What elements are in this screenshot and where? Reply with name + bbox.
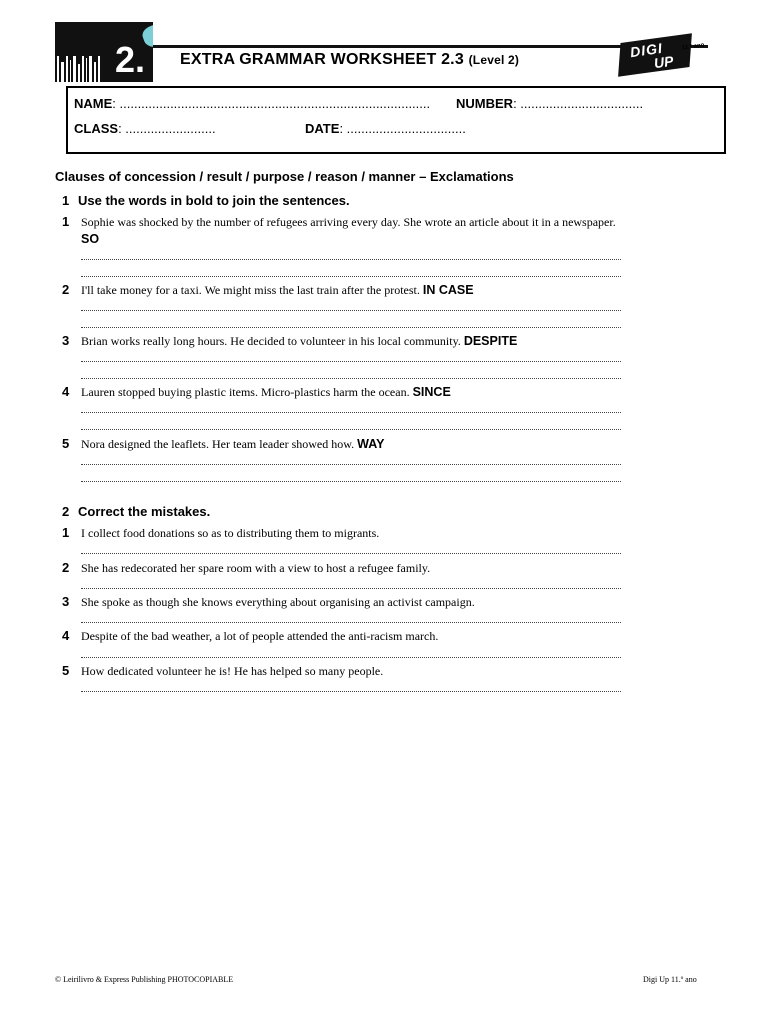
answer-line[interactable] [81, 276, 621, 277]
number-field[interactable]: NUMBER: .................................. [456, 96, 644, 111]
level-text: (Level 2) [468, 53, 520, 67]
exercise-2-instruction: Correct the mistakes. [78, 504, 211, 519]
class-field[interactable]: CLASS: ......................... [74, 121, 216, 136]
keyword: IN CASE [422, 283, 474, 297]
copyright-footer: © Leirilivro & Express Publishing PHOTOCOPIABLE [55, 975, 234, 984]
logo-grade: 11.º ano [681, 42, 705, 52]
name-field[interactable]: NAME: ...................................................................................... [74, 96, 431, 111]
answer-line[interactable] [81, 622, 621, 623]
title-text: EXTRA GRAMMAR WORKSHEET 2.3 [180, 51, 464, 68]
exercise-1-heading: 1 Use the words in bold to join the sentences. [62, 193, 350, 208]
keyword: SINCE [412, 385, 451, 399]
answer-line[interactable] [81, 310, 621, 311]
barcode-icon [55, 54, 105, 82]
class-label: CLASS [74, 121, 119, 136]
logo-text-digi: DIGI [629, 39, 664, 61]
topic-heading: Clauses of concession / result / purpose / reason / manner – Exclamations [55, 169, 514, 184]
answer-line[interactable] [81, 553, 621, 554]
answer-line[interactable] [81, 361, 621, 362]
answer-line[interactable] [81, 327, 621, 328]
unit-number: 2. [115, 39, 146, 80]
answer-line[interactable] [81, 429, 621, 430]
digi-up-logo [620, 38, 712, 72]
student-info-box [66, 86, 726, 154]
exercise-1-instruction: Use the words in bold to join the sentences. [78, 193, 350, 208]
number-label: NUMBER [456, 96, 514, 111]
keyword: SO [81, 232, 100, 246]
exercise-2-heading: 2 Correct the mistakes. [62, 504, 211, 519]
answer-line[interactable] [81, 657, 621, 658]
keyword: WAY [357, 437, 385, 451]
date-label: DATE [305, 121, 340, 136]
date-field[interactable]: DATE: ................................. [305, 121, 466, 136]
name-label: NAME [74, 96, 113, 111]
answer-line[interactable] [81, 481, 621, 482]
unit-badge [55, 22, 153, 82]
answer-line[interactable] [81, 378, 621, 379]
answer-line[interactable] [81, 412, 621, 413]
keyword: DESPITE [463, 334, 518, 348]
answer-line[interactable] [81, 588, 621, 589]
worksheet-title [180, 51, 519, 69]
answer-line[interactable] [81, 691, 621, 692]
logo-text-up: UP [652, 52, 675, 72]
answer-line[interactable] [81, 259, 621, 260]
answer-line[interactable] [81, 464, 621, 465]
book-footer: Digi Up 11.º ano [643, 975, 697, 984]
